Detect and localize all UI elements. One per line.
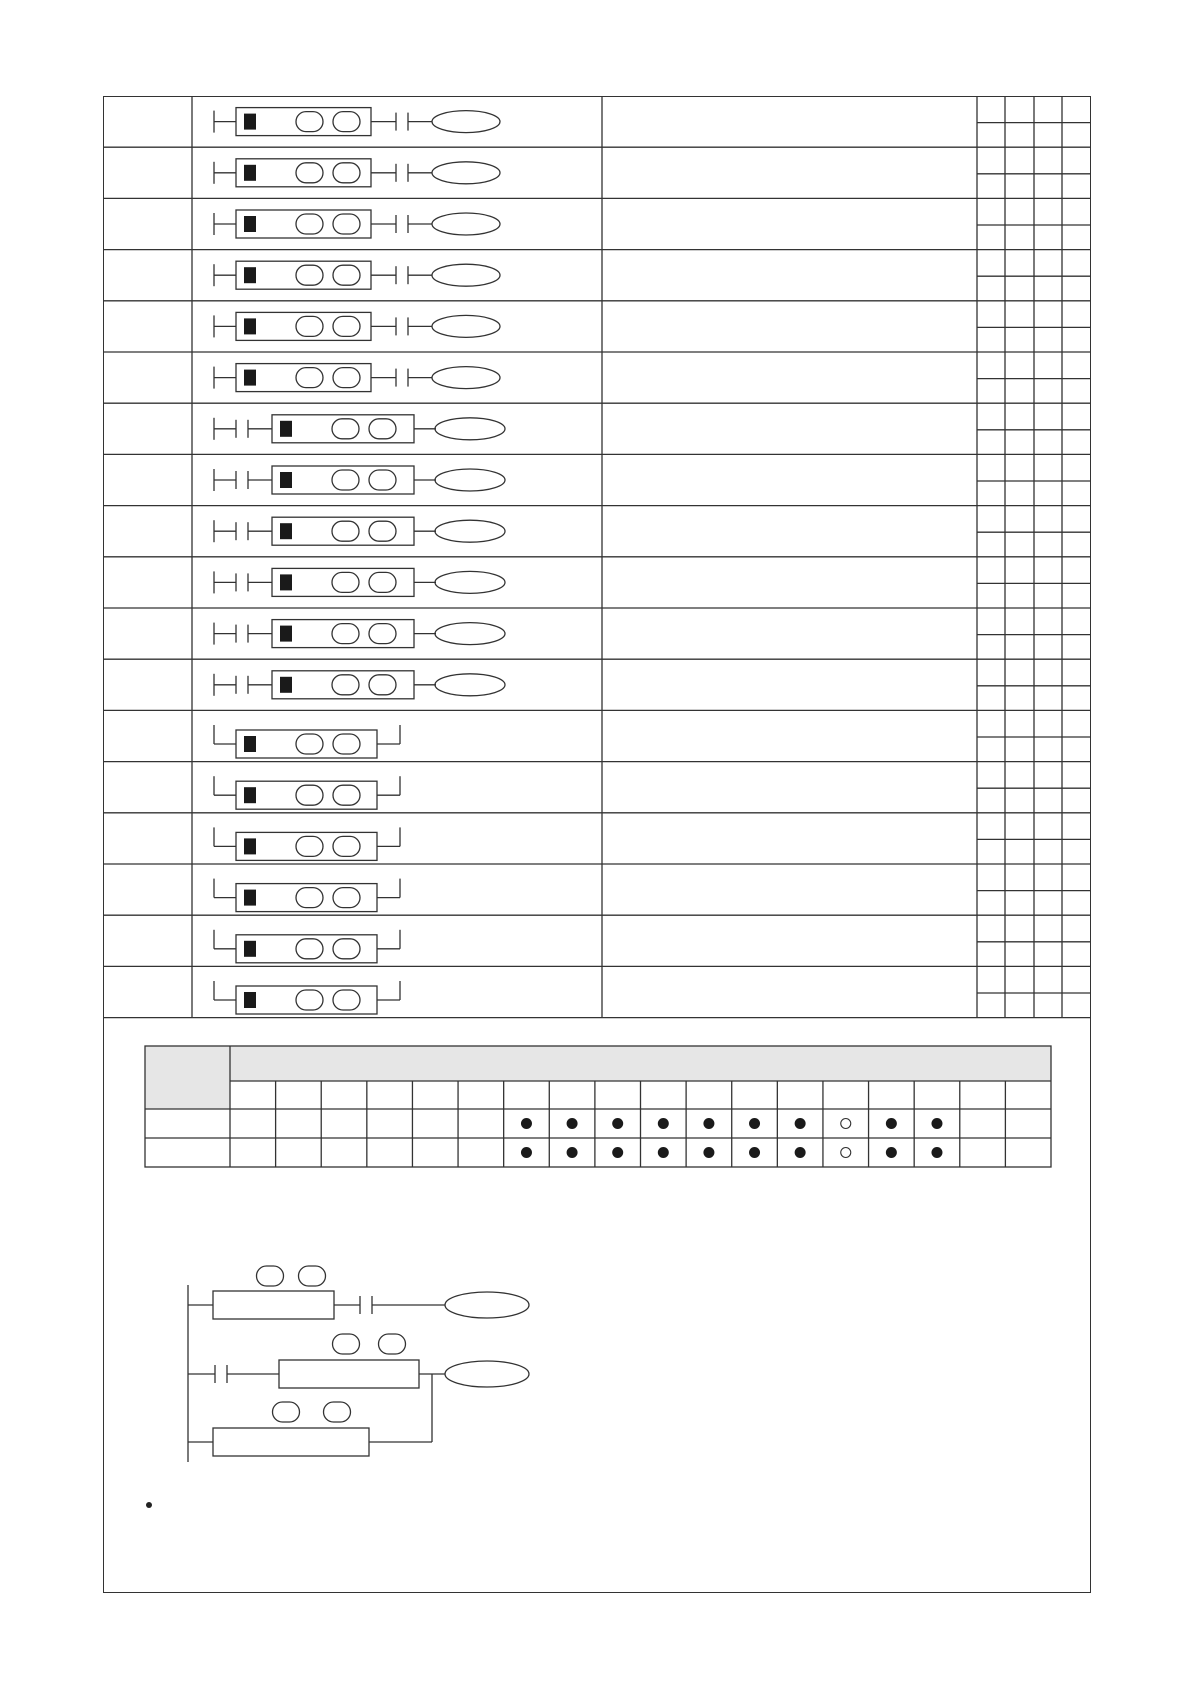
- rung1-output-coil: [445, 1292, 529, 1318]
- rung1-compare-block: [213, 1291, 334, 1319]
- rung1-operand-1: [257, 1266, 284, 1286]
- note-bullet: [146, 1502, 152, 1508]
- rung2-compare-block: [279, 1360, 419, 1388]
- rung2-contact: [215, 1365, 227, 1383]
- rung2-output-coil: [445, 1361, 529, 1387]
- rung1-operand-2: [299, 1266, 326, 1286]
- rung3-operand-1: [273, 1402, 300, 1422]
- rung1-contact: [360, 1296, 372, 1314]
- rung2-operand-2: [379, 1334, 406, 1354]
- rung2-operand-1: [333, 1334, 360, 1354]
- rung3-compare-block: [213, 1428, 369, 1456]
- rung3-operand-2: [324, 1402, 351, 1422]
